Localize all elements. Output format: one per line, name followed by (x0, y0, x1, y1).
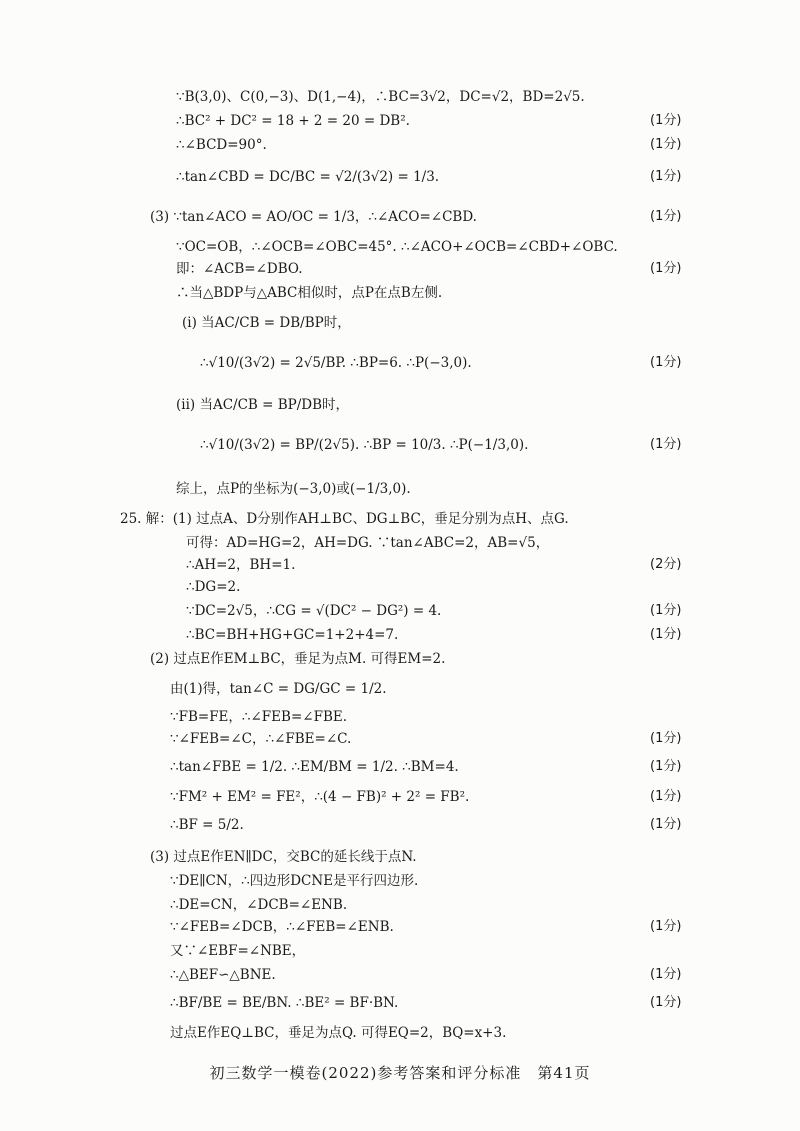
page-footer: 初三数学一模卷(2022)参考答案和评分标准 第41页 (209, 1064, 591, 1082)
answer-page: ∵B(3,0)、C(0,−3)、D(1,−4)，∴BC=3√2，DC=√2，BD=2√5. ∴BC² + DC² = 18 + 2 = 20 = DB². (1分) ∴∠BCD=90°. (1分) ∴tan∠CBD = DC/BC = √2/(3√2) = 1/3. (1分) (3) ∵tan∠ACO = AO/OC = 1/3，∴∠ACO=∠CBD. (1分) ∵OC=OB，∴∠OCB=∠OBC=45°. ∴∠ACO+∠OCB=∠CBD+∠OBC. 即：∠ACB=∠DBO. (1分) ∴当△BDP与△ABC相似时，点P在点B左侧. (i) 当AC/CB = DB/BP时， ∴√10/(3√2) = 2√5/BP. ∴BP=6. ∴P(−3,0). (1分) (ii) 当AC/CB = BP/DB时， ∴√10/(3√2) = BP/(2√5). ∴BP = 10/3. ∴P(−1/3,0). (1分) 综上，点P的坐标为(−3,0)或(−1/3,0). 25. 解：(1) 过点A、D分别作AH⊥BC、DG⊥BC，垂足分别为点H、点G. 可得：AD=HG=2，AH=DG. ∵tan∠ABC=2，AB=√5， ∴AH=2，BH=1. (2分) ∴DG=2. ∵DC=2√5，∴CG = √(DC² − DG²) = 4. (1分) ∴BC=BH+HG+GC=1+2+4=7. (1分) (2) 过点E作EM⊥BC，垂足为点M. 可得EM=2. 由(1)得，tan∠C = DG/GC = 1/2. ∵FB=FE，∴∠FEB=∠FBE. ∵∠FEB=∠C，∴∠FBE=∠C. (1分) ∴tan∠FBE = 1/2. ∴EM/BM = 1/2. ∴BM=4. (1分) ∵FM² + EM² = FE²，∴(4 − FB)² + 2² = FB². (1分) ∴BF = 5/2. (1分) (3) 过点E作EN∥DC，交BC的延长线于点N. ∵DE∥CN，∴四边形DCNE是平行四边形. ∴DE=CN，∠DCB=∠ENB. ∵∠FEB=∠DCB，∴∠FEB=∠ENB. (1分) 又∵∠EBF=∠NBE， ∴△BEF∽△BNE. (1分) ∴BF/BE = BE/BN. ∴BE² = BF·BN. (1分) 过点E作EQ⊥BC，垂足为点Q. 可得EQ=2，BQ=x+3. 初三数学一模卷(2022)参考答案和评分标准 第41页 (0, 0, 800, 1131)
